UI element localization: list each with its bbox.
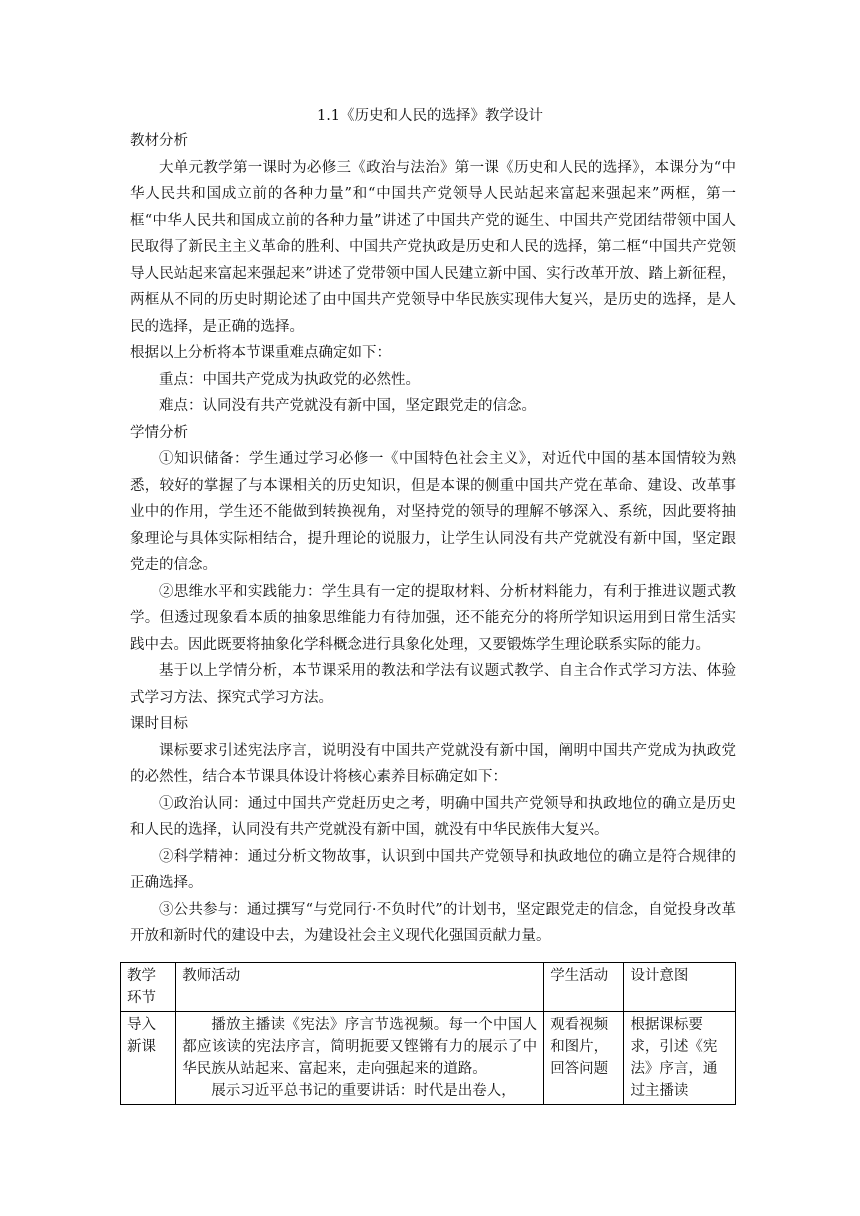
- paragraph-student-knowledge: ①知识储备：学生通过学习必修一《中国特色社会主义》，对近代中国的基本国情较为熟悉，较好的掌握了与本课相关的历史知识，但是本课的侧重中国共产党在革命、建设、改革事业中的作用，学生还不能做到转换视角，对坚持党的领导的理解不够深入、系统，因此要将抽象理论与具体实际相结合，提升理论的说服力，让学生认同没有共产党就没有新中国，坚定跟党走的信念。: [130, 451, 736, 573]
- table-cell-teacher: [176, 1012, 544, 1105]
- paragraph-goal-intro: 课标要求引述宪法序言，说明没有中国共产党就没有新中国，阐明中国共产党成为执政党的必然性，结合本节课具体设计将核心素养目标确定如下：: [130, 742, 736, 785]
- table-header-row: [121, 963, 736, 1012]
- paragraph-goal-science: ②科学精神：通过分析文物故事，认识到中国共产党领导和执政地位的确立是符合规律的正确选择。: [130, 848, 736, 891]
- section-heading-student: 学情分析: [130, 424, 188, 441]
- table-header-student: 学生活动: [544, 963, 624, 1012]
- table-header-intent: 设计意图: [624, 963, 736, 1012]
- paragraph-student-thinking: ②思维水平和实践能力：学生具有一定的提取材料、分析材料能力，有利于推进议题式教学。但透过现象看本质的抽象思维能力有待加强，还不能充分的将所学知识运用到日常生活实践中去。因此既要将抽象化学科概念进行具象化处理，又要锻炼学生理论联系实际的能力。: [130, 583, 736, 653]
- teacher-activity-2: 展示习近平总书记的重要讲话：时代是出卷人，: [211, 1083, 516, 1099]
- section-heading-goals: 课时目标: [130, 716, 188, 732]
- table-header-stage: 教学环节: [121, 963, 176, 1012]
- table-header-teacher: 教师活动: [176, 963, 544, 1012]
- table-cell-intent: 根据课标要求，引述《宪法》序言，通过主播读: [624, 1012, 736, 1105]
- table-cell-student: 观看视频和图片，回答问题: [544, 1012, 624, 1105]
- section-heading-textbook: 教材分析: [130, 133, 188, 149]
- paragraph-difficulty: 难点：认同没有共产党就没有新中国，坚定跟党走的信念。: [159, 398, 536, 414]
- paragraph-textbook-analysis: 大单元教学第一课时为必修三《政治与法治》第一课《历史和人民的选择》，本课分为“中华人民共和国成立前的各种力量”和“中国共产党领导人民站起来富起来强起来”两框，第一框“中华人民共和国成立前的各种力量”讲述了中国共产党的诞生、中国共产党团结带领中国人民取得了新民主主义革命的胜利、中国共产党执政是历史和人民的选择，第二框“中国共产党领导人民站起来富起来强起来”讲述了党带领中国人民建立新中国、实行改革开放、踏上新征程，两框从不同的历史时期论述了由中国共产党领导中华民族实现伟大复兴，是历史的选择，是人民的选择，是正确的选择。: [130, 159, 736, 335]
- table-row: [121, 1012, 736, 1105]
- paragraph-keypoints-intro: 根据以上分析将本节课重难点确定如下：: [130, 345, 391, 361]
- table-cell-stage: 导入新课: [121, 1012, 176, 1105]
- document-body: [130, 128, 736, 950]
- paragraph-goal-political: ①政治认同：通过中国共产党赶历史之考，明确中国共产党领导和执政地位的确立是历史和人民的选择，认同没有共产党就没有新中国，就没有中华民族伟大复兴。: [130, 795, 736, 838]
- paragraph-keypoint: 重点：中国共产党成为执政党的必然性。: [159, 371, 420, 388]
- lesson-table: [120, 962, 736, 1105]
- teacher-activity-1: 播放主播读《宪法》序言节选视频。每一个中国人都应该读的宪法序言，简明扼要又铿锵有力的展示了中华民族从站起来、富起来，走向强起来的道路。: [182, 1017, 538, 1077]
- paragraph-student-methods: 基于以上学情分析，本节课采用的教法和学法有议题式教学、自主合作式学习方法、体验式学习方法、探究式学习方法。: [130, 663, 736, 706]
- paragraph-goal-public: ③公共参与：通过撰写“与党同行·不负时代”的计划书，坚定跟党走的信念，自觉投身改革开放和新时代的建设中去，为建设社会主义现代化强国贡献力量。: [130, 901, 736, 944]
- document-title: 1.1《历史和人民的选择》教学设计: [316, 108, 544, 124]
